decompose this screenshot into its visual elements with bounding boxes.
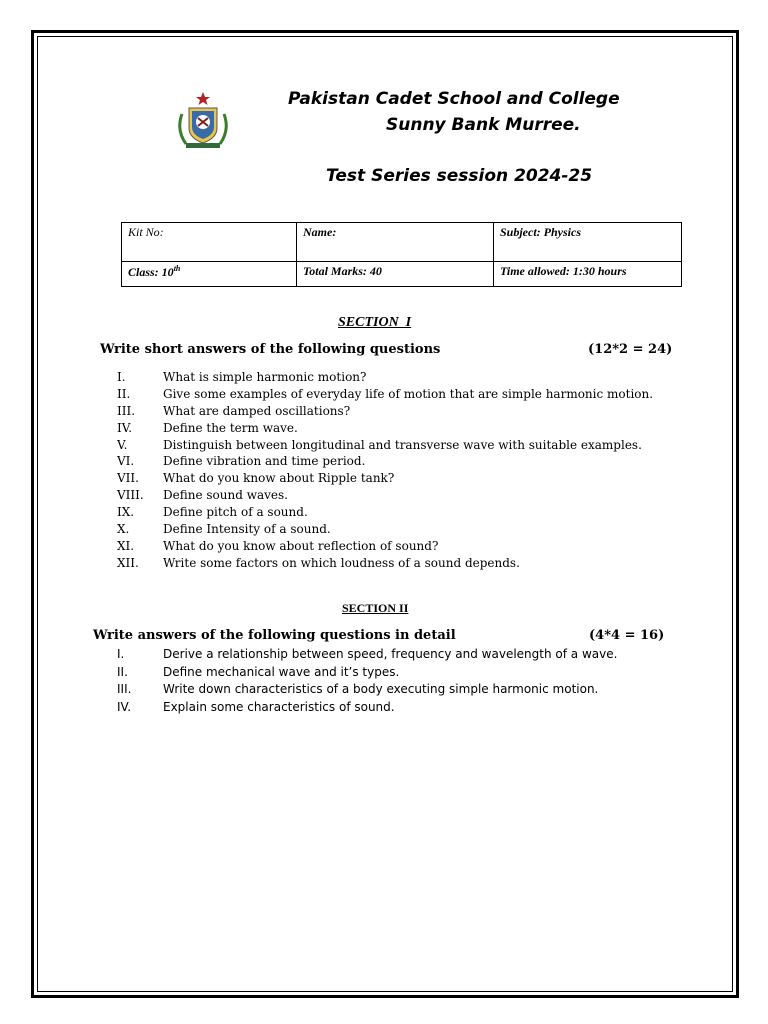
school-location: Sunny Bank Murree. xyxy=(386,115,581,135)
question-number: II. xyxy=(117,386,131,401)
question-text: Write down characteristics of a body executing simple harmonic motion. xyxy=(163,682,599,696)
question-number: IV. xyxy=(117,420,133,435)
question-number: II. xyxy=(117,664,128,679)
school-crest-logo xyxy=(172,90,234,152)
question-number: X. xyxy=(117,522,130,537)
question-number: VIII. xyxy=(117,488,144,503)
question-text: Give some examples of everyday life of motion that are simple harmonic motion. xyxy=(163,386,654,401)
question-number: IX. xyxy=(117,505,135,520)
question-number: III. xyxy=(117,403,136,418)
question-number: VI. xyxy=(117,454,135,469)
question-number: VII. xyxy=(117,471,139,486)
question-number: XI. xyxy=(117,538,135,553)
class-cell xyxy=(122,262,297,287)
total-marks-cell: Total Marks: 40 xyxy=(297,262,494,287)
section-1-instruction: Write short answers of the following questions xyxy=(100,342,441,357)
question-text: Define Intensity of a sound. xyxy=(163,522,331,537)
kit-no-cell[interactable]: Kit No: xyxy=(122,223,297,262)
question-text: Distinguish between longitudinal and transverse wave with suitable examples. xyxy=(163,437,642,452)
question-text: Define mechanical wave and it’s types. xyxy=(163,664,400,679)
time-allowed-cell: Time allowed: 1:30 hours xyxy=(494,262,682,287)
class-suffix: th xyxy=(173,264,181,273)
question-text: Define sound waves. xyxy=(163,488,288,503)
question-text: Define pitch of a sound. xyxy=(163,505,308,520)
student-info-table xyxy=(121,222,682,287)
question-number: III. xyxy=(117,682,132,696)
question-number: V. xyxy=(117,437,128,452)
section-1-marks: (12*2 = 24) xyxy=(588,342,673,357)
session-title: Test Series session 2024-25 xyxy=(326,166,593,186)
section-1-title: SECTION I xyxy=(338,315,412,330)
class-label: Class: 10 xyxy=(128,265,174,279)
question-text: What is simple harmonic motion? xyxy=(163,370,367,384)
question-text: Define the term wave. xyxy=(163,420,298,435)
question-text: Write some factors on which loudness of a sound depends. xyxy=(163,555,520,570)
question-number: I. xyxy=(117,647,125,661)
question-text: What do you know about Ripple tank? xyxy=(163,471,395,486)
name-cell[interactable]: Name: xyxy=(297,223,494,262)
section-2-title: SECTION II xyxy=(342,601,409,615)
question-text: Explain some characteristics of sound. xyxy=(163,699,395,714)
school-name: Pakistan Cadet School and College xyxy=(288,89,620,109)
subject-cell: Subject: Physics xyxy=(494,223,682,262)
question-text: What do you know about reflection of sound? xyxy=(163,538,439,553)
question-text: Derive a relationship between speed, frequency and wavelength of a wave. xyxy=(163,647,618,661)
question-text: What are damped oscillations? xyxy=(163,403,351,418)
question-number: IV. xyxy=(117,699,132,714)
section-2-marks: (4*4 = 16) xyxy=(589,628,665,643)
question-number: XII. xyxy=(117,555,139,570)
section-2-instruction: Write answers of the following questions in detail xyxy=(93,628,456,643)
question-text: Define vibration and time period. xyxy=(163,454,366,469)
question-number: I. xyxy=(117,370,126,384)
